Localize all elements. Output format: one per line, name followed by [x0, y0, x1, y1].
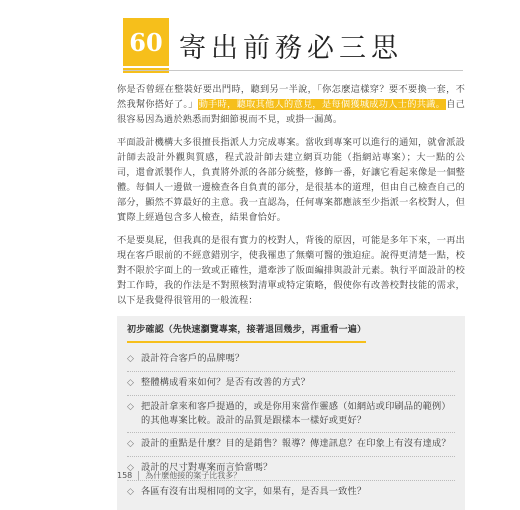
diamond-bullet-icon: ◇ [127, 463, 135, 473]
paragraph-1-text-a: 你是否曾經在整裝好要出門時，聽到另一半說，「你怎麼這樣穿？要不要換一套，不然我幫你搭好了。」 [117, 84, 465, 110]
page-footer [117, 470, 241, 481]
checklist-item [127, 372, 455, 396]
chapter-title: 寄出前務必三思 [179, 33, 403, 64]
page-number: 158 [117, 471, 139, 480]
chapter-number: 60 [129, 27, 163, 57]
checklist-item-text: 把設計拿來和客戶提過的，或是你用來當作靈感（如網站或印刷品的範例）的其他專案比較。設計的品質是跟樣本一樣好或更好？ [141, 401, 451, 426]
body-content [117, 82, 465, 510]
checklist-item [127, 348, 455, 372]
checklist-title: 初步確認（先快速瀏覽專案，接著退回幾步，再重看一遍） [127, 323, 366, 343]
diamond-bullet-icon: ◇ [127, 487, 135, 497]
checklist-item [127, 433, 455, 457]
checklist-item-text: 設計的重點是什麼？目的是銷售？報導？傳達訊息？在印象上有沒有達成？ [141, 438, 451, 449]
paragraph-1 [117, 82, 465, 127]
paragraph-1-text-b: 自己很容易因為過於熟悉而對細節視而不見，或掛一漏萬。 [117, 99, 465, 125]
checklist-item-text: 整體構成看來如何？是否有改善的方式？ [141, 377, 310, 388]
diamond-bullet-icon: ◇ [127, 402, 135, 412]
checklist-item [127, 396, 455, 433]
paragraph-2: 平面設計機構大多很擅長指派人力完成專案。當收到專案可以進行的通知，就會派設計師去設計外觀與質感，程式設計師去建立網頁功能（指網站專案）；大一點的公司，還會派製作人，負責將外派的各部分統整，修飾一番，好讓它看起來像是一個整體。每個人一邊做一邊檢查各自負責的部分，是很基本的道理，但由自己檢查自己的部分，顯然不算最好的主意。我一直認為，任何專案都應該至少指派一名校對人，但實際上經過包含多人檢查，結果會恰好。 [117, 137, 465, 223]
chapter-number-badge [123, 18, 169, 66]
diamond-bullet-icon: ◇ [127, 439, 135, 449]
checklist-item-text: 設計的尺寸對專案而言恰當嗎？ [141, 462, 273, 473]
title-divider [123, 70, 463, 71]
checklist-item-text: 設計符合客戶的品牌嗎？ [141, 353, 245, 364]
checklist-item-text: 各區有沒有出現相同的文字，如果有，是否具一致性？ [141, 486, 367, 497]
book-title: 為什麼他接的案子比我多？ [145, 471, 242, 480]
chapter-header [123, 18, 453, 70]
diamond-bullet-icon: ◇ [127, 354, 135, 364]
paragraph-3: 不是要臭屁，但我真的是很有實力的校對人，背後的原因，可能是多年下來，一再出現在客戶眼前的不經意錯別字，使我罹患了無藥可醫的強迫症。說得更清楚一點，校對不限於字面上的一致或正確性，還牽涉了版面編排與設計元素。執行平面設計的校對工作時，我的作法是不對照核對清單或特定策略，假使你有改善校對技能的需求，以下是我覺得很管用的一般流程： [117, 235, 465, 306]
highlighted-sentence: 動手時，聽取其他人的意見，是每個獲城成功人士的共識。 [198, 99, 446, 110]
checklist-item [127, 481, 455, 504]
diamond-bullet-icon: ◇ [127, 378, 135, 388]
